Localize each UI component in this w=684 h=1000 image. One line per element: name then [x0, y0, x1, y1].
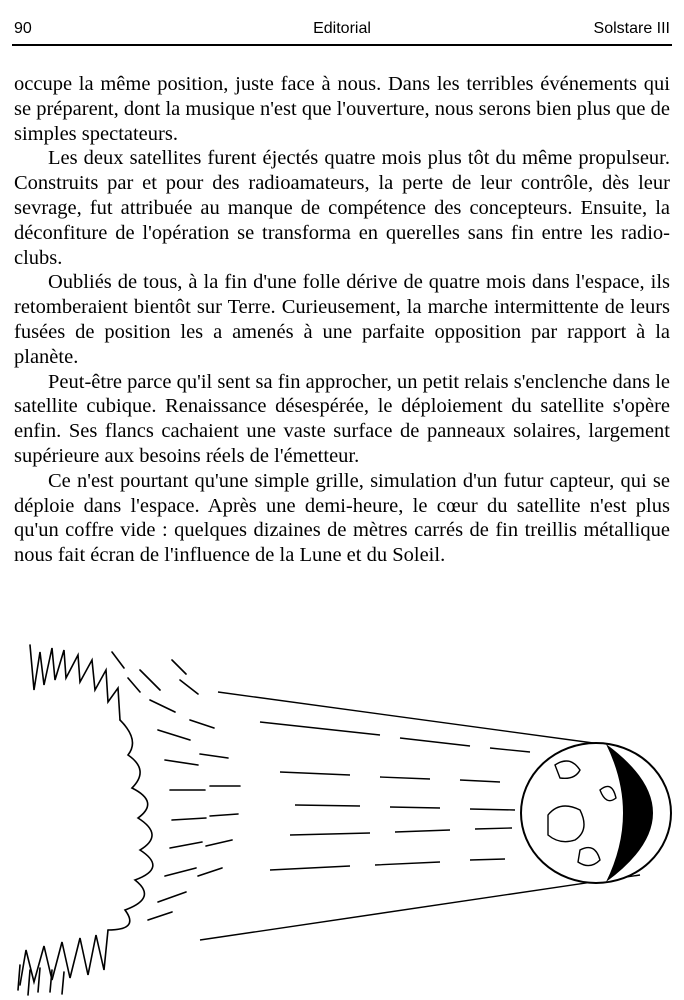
page-number: 90	[14, 20, 32, 37]
sun-moon-illustration	[0, 630, 684, 1000]
running-header	[12, 14, 672, 46]
article-body	[14, 72, 670, 568]
section-title: Editorial	[313, 20, 371, 37]
moon-drawing	[521, 743, 671, 883]
paragraph: Les deux satellites furent éjectés quatre mois plus tôt du même propulseur. Construits par et pour des radioamateurs, la perte de leur contrôle, dès leur sevrage, fut attribuée au manque de compétence des concepteurs. Ensuite, la déconfiture de l'opération se transforma en querelles sans fin entre les radio-clubs.	[14, 147, 670, 269]
paragraph: Ce n'est pourtant qu'une simple grille, simulation d'un futur capteur, qui se déploie dans l'espace. Après une demi-heure, le cœur du satellite n'est plus qu'un coffre vide : quelques dizaines de mètres carrés de fin treillis métallique nous fait écran de l'influence de la Lune et du Soleil.	[14, 469, 670, 567]
publication-title: Solstare III	[593, 20, 670, 37]
paragraph: Peut-être parce qu'il sent sa fin approcher, un petit relais s'enclenche dans le satellite cubique. Renaissance désespérée, le déploiement du satellite s'opère enfin. Ses flancs cachaient une vaste surface de panneaux solaires, largement supérieure aux besoins réels de l'émetteur.	[14, 370, 670, 467]
paragraph: Oubliés de tous, à la fin d'une folle dérive de quatre mois dans l'espace, ils retomberaient bientôt sur Terre. Curieusement, la marche intermittente de leurs fusées de position les a amenés à une parfaite opposition par rapport à la planète.	[14, 271, 670, 368]
paragraph: occupe la même position, juste face à nous. Dans les terribles événements qui se préparent, dont la musique n'est que l'ouverture, nous serons bien plus que de simples spectateurs.	[14, 73, 670, 145]
sun-corona-drawing	[18, 645, 240, 995]
